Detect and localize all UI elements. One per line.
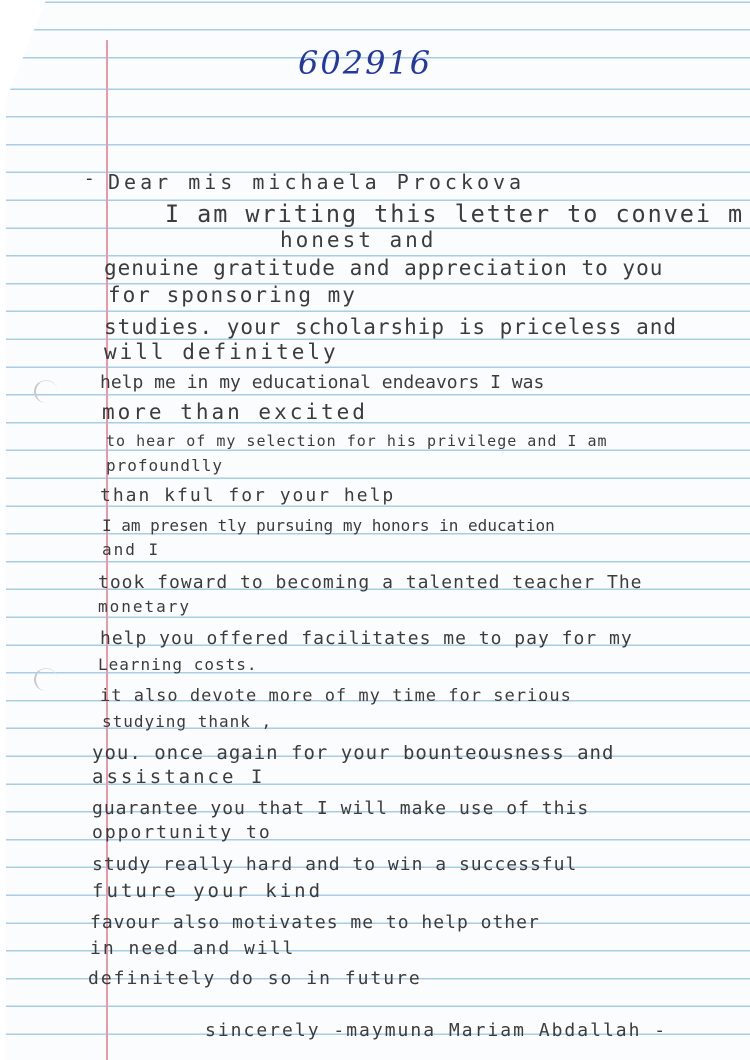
- opening-dash: -: [86, 168, 93, 189]
- letter-line: Dear mis michaela Prockova: [108, 170, 526, 194]
- letter-closing: sincerely -maymuna Mariam Abdallah -: [205, 1020, 668, 1041]
- letter-line: assistance I: [92, 766, 266, 788]
- letter-line: future your kind: [92, 880, 324, 902]
- letter-line: in need and will: [90, 938, 296, 959]
- letter-line: to hear of my selection for his privilege and I am: [106, 432, 608, 450]
- letter-line: monetary: [98, 597, 192, 616]
- letter-line: genuine gratitude and appreciation to you: [104, 256, 664, 280]
- folded-corner: [6, 0, 46, 100]
- letter-line: will definitely: [104, 340, 339, 364]
- letter-line: help me in my educational endeavors I was: [100, 372, 545, 393]
- letter-line: opportunity to: [92, 822, 272, 843]
- letter-line: took foward to becoming a talented teacher The: [98, 572, 643, 593]
- letter-line: you. once again for your bounteousness and: [92, 742, 615, 764]
- letter-line: guarantee you that I will make use of this: [92, 798, 590, 819]
- letter-line: help you offered facilitates me to pay for my: [100, 628, 633, 649]
- reference-number: 602916: [298, 44, 433, 82]
- punch-hole-top: [34, 380, 58, 403]
- letter-line: more than excited: [102, 400, 368, 424]
- letter-line: and I: [102, 540, 161, 559]
- letter-line: study really hard and to win a successful: [92, 854, 578, 875]
- letter-line: studying thank ,: [102, 712, 273, 731]
- letter-line: Learning costs.: [98, 655, 258, 674]
- letter-line: studies. your scholarship is priceless and: [104, 315, 678, 339]
- letter-line: favour also motivates me to help other: [90, 912, 540, 933]
- punch-hole-bottom: [34, 668, 58, 691]
- letter-line: than kful for your help: [100, 485, 396, 506]
- letter-line: it also devote more of my time for serious: [100, 686, 572, 706]
- letter-line: honest and: [280, 228, 437, 252]
- letter-line: profoundlly: [106, 456, 223, 475]
- letter-line: I am writing this letter to convei m: [165, 200, 745, 228]
- letter-line: definitely do so in future: [88, 968, 422, 989]
- letter-line: for sponsoring my: [108, 283, 357, 307]
- letter-line: I am presen tly pursuing my honors in education: [102, 516, 555, 535]
